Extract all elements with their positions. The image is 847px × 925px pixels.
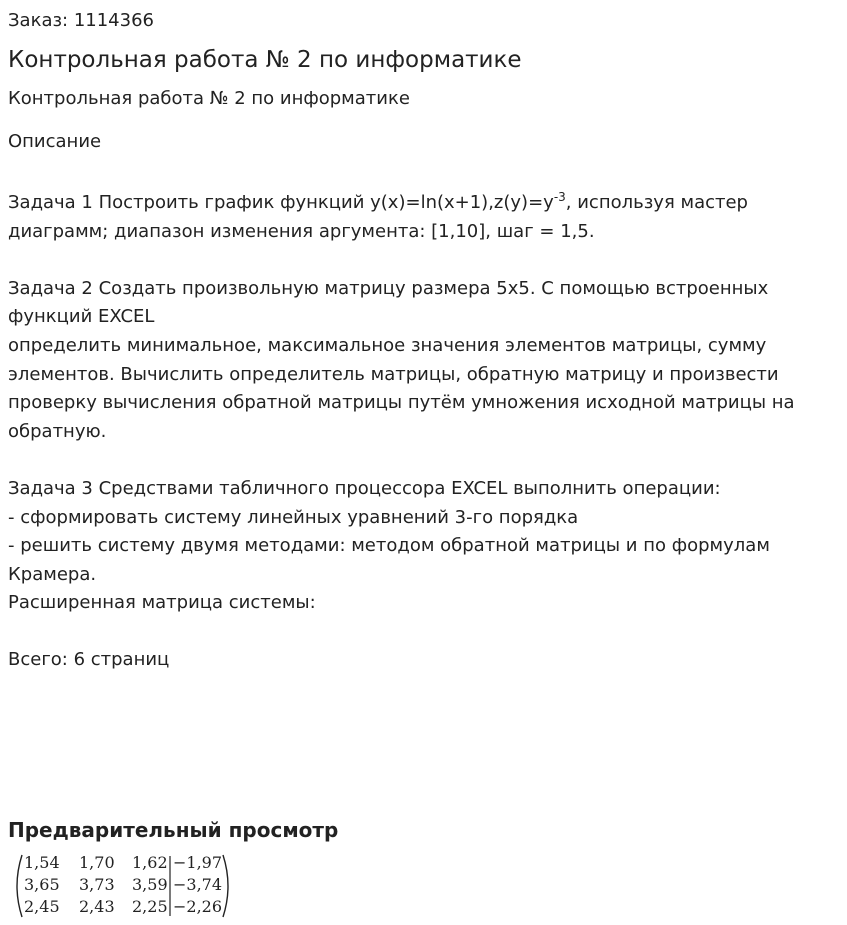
order-number: Заказ: 1114366 <box>8 10 154 31</box>
description-body <box>8 189 843 618</box>
description-label: Описание <box>8 131 102 152</box>
matrix-cell: 1,62 <box>132 853 168 872</box>
matrix-cell: 1,54 <box>24 853 60 872</box>
task-3-line-1: Задача 3 Средствами табличного процессора EXCEL выполнить операции: <box>8 477 721 499</box>
task-3-line-3: - решить систему двумя методами: методом обратной матрицы и по формулам Крамера. <box>8 535 770 585</box>
matrix-cell: 2,25 <box>132 897 168 916</box>
matrix-cell: 2,45 <box>24 897 60 916</box>
task-1: Задача 1 Построить график функций $y(x)=\ln(x+1),z(y)=y^{-3}$, используя мастер диаграмм; диапазон изменения аргумента: [1,10], шаг = 1,5. <box>8 190 748 242</box>
task-2-line-1: Задача 2 Создать произвольную матрицу размера 5х5. С помощью встроенных функций EXCEL <box>8 277 769 328</box>
matrix-cell: 3,65 <box>24 875 60 894</box>
task-2-line-2: определить минимальное, максимальное значения элементов матрицы, сумму элементов. Вычислить определитель матрицы, обратную матрицу и произвести проверку вычисления обратной матрицы путём умножения исходной матрицы на обратную. <box>8 334 795 442</box>
task-3-line-4: Расширенная матрица системы: <box>8 592 316 614</box>
matrix-cell: −3,74 <box>173 875 223 894</box>
page-title: Контрольная работа № 2 по информатике <box>8 47 522 73</box>
page-count: Всего: 6 страниц <box>8 649 170 670</box>
work-subtitle: Контрольная работа № 2 по информатике <box>8 88 410 109</box>
matrix-cell: 1,70 <box>79 853 115 872</box>
task-3-line-2: - сформировать систему линейных уравнений 3-го порядка <box>8 506 579 528</box>
matrix-cell: 3,73 <box>79 875 115 894</box>
matrix-cell: −1,97 <box>173 853 223 872</box>
preview-heading: Предварительный просмотр <box>8 818 339 842</box>
matrix-cell: 3,59 <box>132 875 168 894</box>
matrix-cell: −2,26 <box>173 897 223 916</box>
matrix-cell: 2,43 <box>79 897 115 916</box>
